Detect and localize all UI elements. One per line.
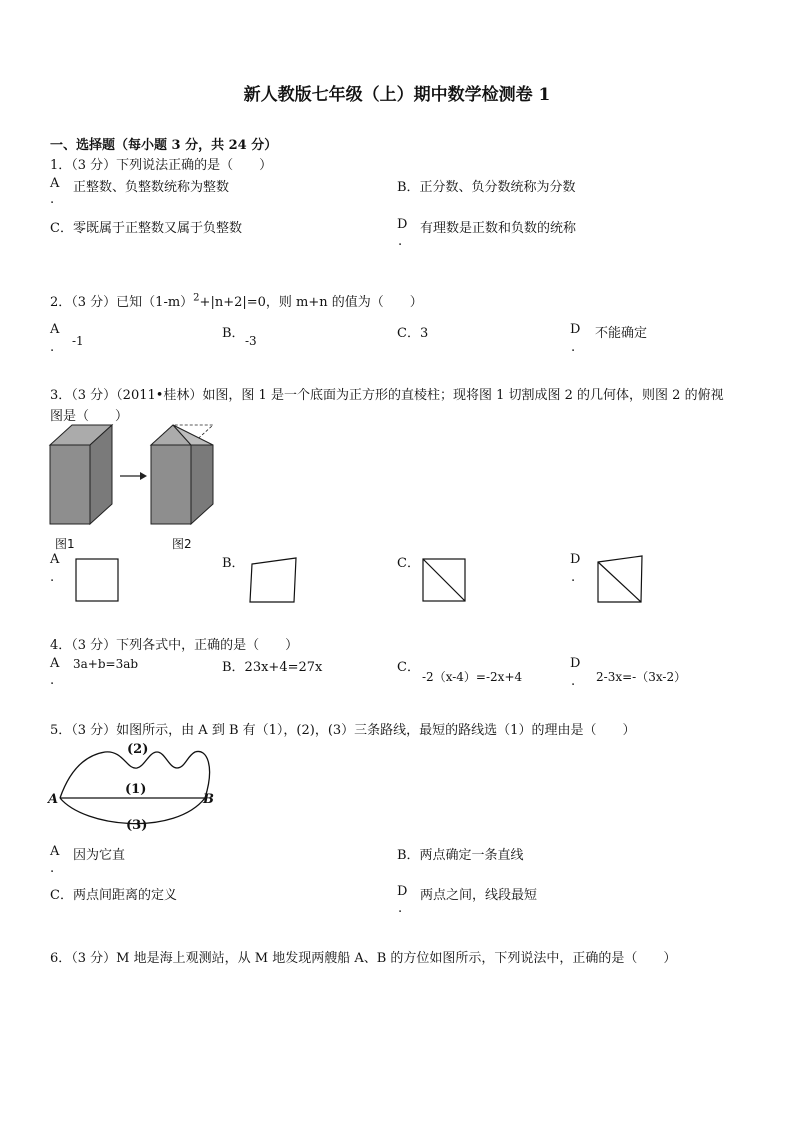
option-letter-b: B． [222,556,245,571]
route-3-label: (3) [126,818,148,833]
question-stem: 1．（3 分）下列说法正确的是（ ） [50,158,273,173]
option-letter-d: D [570,656,581,671]
option-c: C．两点间距离的定义 [50,888,177,903]
option-c: C．3 [397,326,429,341]
option-letter-a: A [50,176,60,191]
option-letter-d: D [397,884,408,899]
point-b-label: B [203,792,214,807]
stem-part: 2．（3 分）已知（1-m） [50,295,194,310]
option-d-figure [596,554,646,604]
option-dot: . [398,901,403,916]
option-letter-a: A [50,322,60,337]
arrow-icon [118,470,148,482]
option-letter-d: D [570,322,581,337]
prism-figure-1 [45,420,125,530]
option-c: C．零既属于正整数又属于负整数 [50,221,242,236]
option-letter-b: B． [222,326,245,341]
option-b-figure [248,554,300,604]
question-stem: 5．（3 分）如图所示，由 A 到 B 有（1），(2)，(3）三条路线，最短的路线选（1）的理由是（ ） [50,723,636,738]
option-a: 因为它直 [73,848,126,863]
section-heading: 一、选择题（每小题 3 分，共 24 分） [50,138,278,153]
option-dot: . [50,192,55,207]
question-stem [50,291,423,310]
question-stem: 4．（3 分）下列各式中，正确的是（ ） [50,638,299,653]
option-dot: . [50,340,55,355]
option-a: 3a+b=3ab [73,657,139,671]
option-dot: . [50,861,55,876]
option-a: 正整数、负整数统称为整数 [73,180,230,195]
figure-label: 图1 [55,537,75,551]
option-dot: . [50,673,55,688]
option-c-figure [422,558,467,603]
option-dot: . [50,570,55,585]
option-b: -3 [245,334,257,348]
option-dot: . [571,340,576,355]
question-stem: 3．（3 分）（2011•桂林）如图，图 1 是一个底面为正方形的直棱柱；现将图 1 切割成图 2 的几何体，则图 2 的俯视 [50,388,724,403]
option-letter-a: A [50,656,60,671]
page-title: 新人教版七年级（上）期中数学检测卷 1 [243,85,551,105]
option-letter-c: C． [397,660,420,675]
exponent: 2 [193,292,200,304]
question-stem: 6．（3 分）M 地是海上观测站，从 M 地发现两艘船 A、B 的方位如图所示，下列说法中，正确的是（ ） [50,951,677,966]
option-d: 不能确定 [595,326,648,341]
option-dot: . [398,234,403,249]
option-b: B．两点确定一条直线 [397,848,524,863]
point-a-label: A [48,792,59,807]
stem-part: +|n+2|=0，则 m+n 的值为（ ） [199,295,423,310]
option-d: 有理数是正数和负数的统称 [420,221,577,236]
route-1-label: (1) [125,782,147,797]
option-dot: . [571,570,576,585]
option-a: -1 [72,334,84,348]
option-letter-a: A [50,552,60,567]
option-d: 两点之间，线段最短 [420,888,538,903]
option-dot: . [571,674,576,689]
option-letter-c: C． [397,556,420,571]
option-a-figure [75,558,120,603]
option-letter-d: D [570,552,581,567]
figure-label: 图2 [172,537,192,551]
option-b: B．正分数、负分数统称为分数 [397,180,576,195]
question-stem: 图是（ ） [50,409,129,424]
option-b: B．23x+4=27x [222,660,323,675]
cut-prism-figure-2 [146,420,226,530]
option-c: -2（x-4）=-2x+4 [422,670,523,684]
option-letter-d: D [397,217,408,232]
option-d: 2-3x=-（3x-2） [596,670,687,684]
option-letter-a: A [50,844,60,859]
route-2-label: (2) [127,742,149,757]
